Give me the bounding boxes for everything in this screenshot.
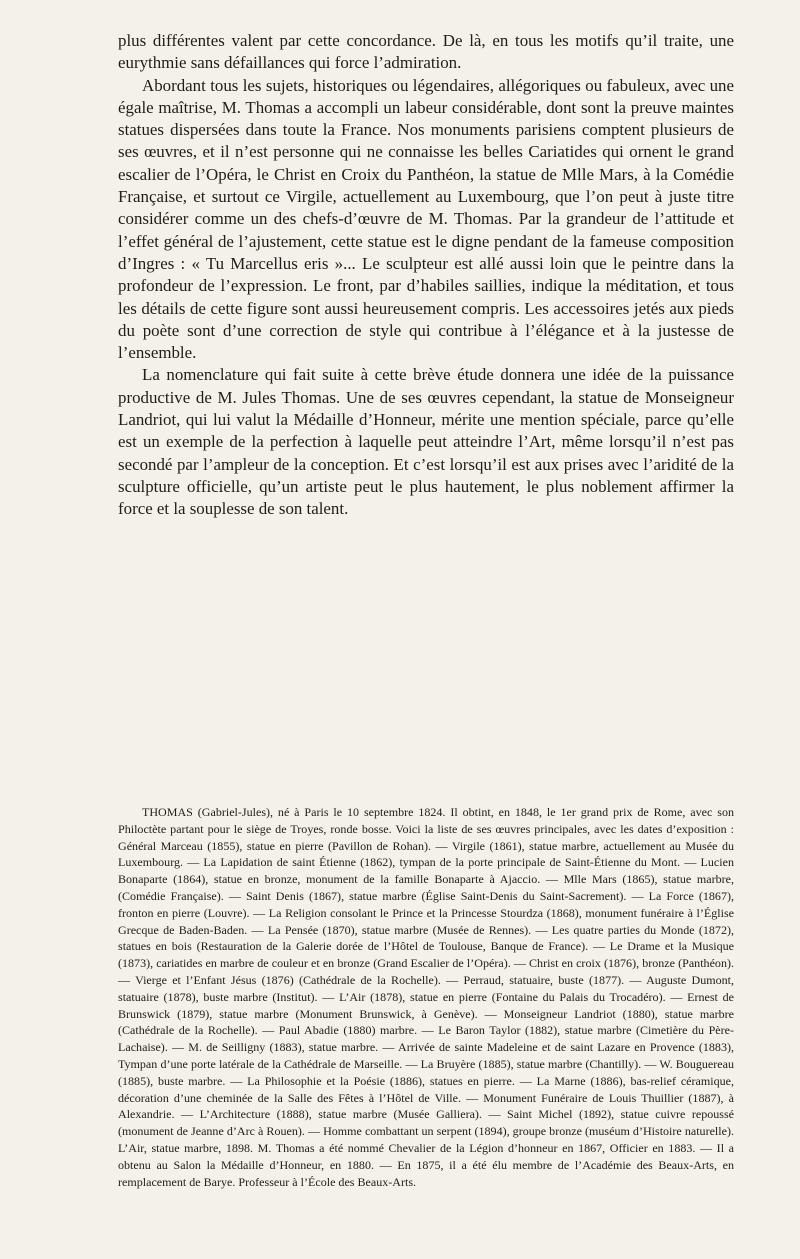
biography-text: THOMAS (Gabriel-Jules), né à Paris le 10 septembre 1824. Il obtint, en 1848, le 1er grand prix de Rome, avec son Philoctète partant pour le siège de Troyes, ronde bosse. Voici la liste de ses œuvres principales, avec les dates d’exposition : Général Marceau (1855), statue en pierre (Pavillon de Rohan). — Virgile (1861), statue marbre, actuellement au Musée du Luxembourg. — La Lapidation de saint Étienne (1862), tympan de la porte principale de Saint-Étienne du Mont. — Lucien Bonaparte (1864), statue en bronze, monument de la famille Bonaparte à Ajaccio. — Mlle Mars (1865), statue marbre, (Comédie Française). — Saint Denis (1867), statue marbre (Église Saint-Denis du Saint-Sacrement). — La Force (1867), fronton en pierre (Louvre). — La Religion consolant le Prince et la Princesse Stourdza (1868), monument funéraire à l’Église Grecque de Baden-Baden. — La Pensée (1870), statue marbre (Musée de Rennes). — Les quatre parties du Monde (1872), statues en bois (Restauration de la Galerie dorée de l’Hôtel de Toulouse, Banque de France). — Le Drame et la Musique (1873), cariatides en marbre de couleur et en bronze (Grand Escalier de l’Opéra). — Christ en croix (1876), bronze (Panthéon). — Vierge et l’Enfant Jésus (1876) (Cathédrale de la Rochelle). — Perraud, statuaire, buste (1877). — Auguste Dumont, statuaire (1878), buste marbre (Institut). — L’Air (1878), statue en pierre (Fontaine du Palais du Trocadéro). — Ernest de Brunswick (1879), statue marbre (Monument Brunswick, à Genève). — Monseigneur Landriot (1880), statue marbre (Cathédrale de la Rochelle). — Paul Abadie (1880) marbre. — Le Baron Taylor (1882), statue marbre (Cimetière du Père-Lachaise). — M. de Seilligny (1883), statue marbre. — Arrivée de sainte Madeleine et de saint Lazare en Provence (1883), Tympan d’une porte latérale de la Cathédrale de Marseille. — La Bruyère (1885), statue marbre (Chantilly). — W. Bouguereau (1885), buste marbre. — La Philosophie et la Poésie (1886), statues en pierre. — La Marne (1886), bas-relief céramique, décoration d’une cheminée de la Salle des Fêtes à l’Hôtel de Ville. — Monument Funéraire de Louis Thuillier (1887), à Alexandrie. — L’Architecture (1888), statue marbre (Musée Galliera). — Saint Michel (1892), statue cuivre repoussé (monument de Jeanne d’Arc à Rouen). — Homme combattant un serpent (1894), groupe bronze (muséum d’Histoire naturelle). L’Air, statue marbre, 1898. M. Thomas a été nommé Chevalier de la Légion d’honneur en 1867, Officier en 1883. — Il a obtenu au Salon la Médaille d’Honneur, en 1880. — En 1875, il a été élu membre de l’Académie des Beaux-Arts, en remplacement de Barye. Professeur à l’École des Beaux-Arts. xyxy=(118,805,734,1189)
main-text xyxy=(118,30,734,521)
biography-note xyxy=(118,804,734,1190)
paragraph-2: Abordant tous les sujets, historiques ou légendaires, allégoriques ou fabuleux, avec une égale maîtrise, M. Thomas a accompli un labeur considérable, dont sont la preuve maintes statues dispersées dans toute la France. Nos monuments parisiens comptent plusieurs de ses œuvres, et il n’est personne qui ne connaisse les belles Cariatides qui ornent le grand escalier de l’Opéra, le Christ en Croix du Panthéon, la statue de Mlle Mars, à la Comédie Française, et surtout ce Virgile, actuellement au Luxembourg, que l’on peut à juste titre considérer comme un des chefs-d’œuvre de M. Thomas. Par la grandeur de l’attitude et l’effet général de l’ajustement, cette statue est le digne pendant de la fameuse composition d’Ingres : « Tu Marcellus eris »... Le sculpteur est allé aussi loin que le peintre dans la profondeur de l’expression. Le front, par d’habiles saillies, indique la méditation, et tous les détails de cette figure sont aussi heureusement compris. Les accessoires jetés aux pieds du poète sont d’une correction de style qui contribue à l’élégance et à la justesse de l’ensemble. xyxy=(118,75,734,363)
paragraph-1: plus différentes valent par cette concordance. De là, en tous les motifs qu’il traite, une eurythmie sans défaillances qui force l’admiration. xyxy=(118,31,734,73)
paragraph-3: La nomenclature qui fait suite à cette brève étude donnera une idée de la puissance productive de M. Jules Thomas. Une de ses œuvres cependant, la statue de Monseigneur Landriot, qui lui valut la Médaille d’Honneur, mérite une mention spéciale, parce qu’elle est un exemple de la perfection à laquelle peut atteindre l’Art, même lorsqu’il n’est pas secondé par l’ampleur de la conception. Et c’est lorsqu’il est aux prises avec l’aridité de la sculpture officielle, qu’un artiste peut le plus hautement, le plus noblement affirmer la force et la souplesse de son talent. xyxy=(118,365,734,519)
